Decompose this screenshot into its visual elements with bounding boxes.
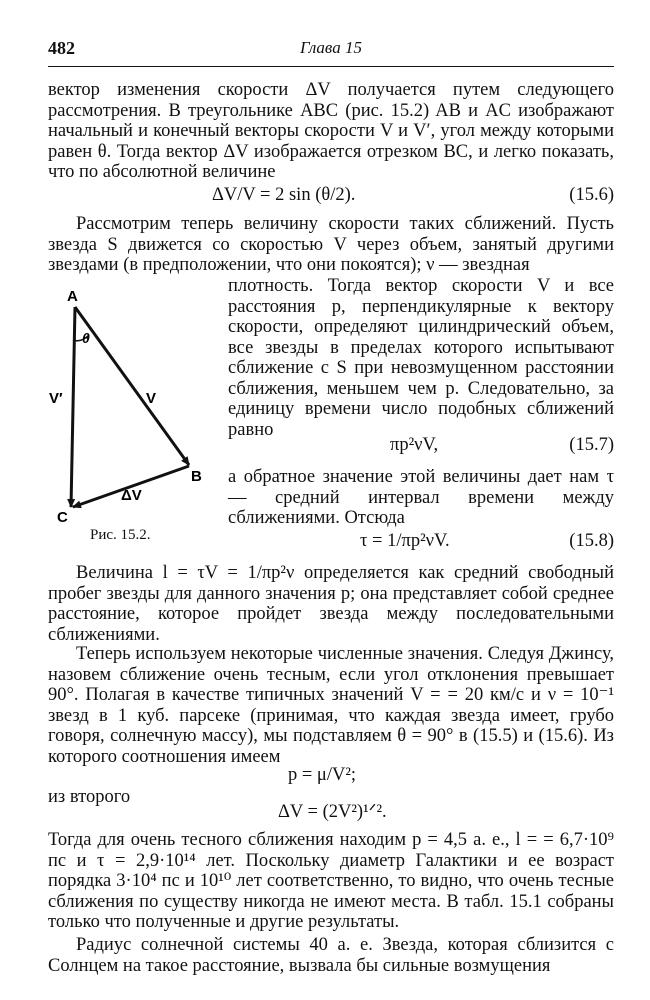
chapter-title: Глава 15 — [300, 38, 362, 57]
vector-vprime-line — [71, 307, 75, 507]
theta-label: θ — [82, 330, 90, 346]
equation-p: p = μ/V²; — [288, 765, 357, 785]
v-label: V — [146, 390, 157, 407]
figure-caption: Рис. 15.2. — [90, 527, 151, 543]
vertex-c-label: C — [57, 509, 68, 525]
from-second-text: из второго — [48, 787, 131, 807]
paragraph-6: Тогда для очень тесного сближения находим p = 4,5 а. е., l = = 6,7·10⁹ пс и τ = 2,9·10¹⁴ лет. Поскольку диаметр Галактики и ее возраст порядка 3·10⁴ пс и 10¹⁰ лет соответственно, то видно, что очень тесные сближения по существу никогда не имеют места. В табл. 15.1 собраны только что полученные и другие результаты. — [48, 830, 614, 932]
equation-number-15-6: (15.6) — [569, 185, 614, 205]
equation-dv: ΔV = (2V²)¹ᐟ². — [278, 802, 387, 822]
paragraph-2-continued: плотность. Тогда вектор скорости V и все расстояния p, перпендикулярные к вектору скорости, определяют цилиндрический объем, все звезды в пределах которого испытывают сближение с S при невозмущенном расстоянии сближения, меньшем чем p. Следовательно, за единицу времени число подобных сближений равно — [228, 276, 614, 440]
equation-15-6: ΔV/V = 2 sin (θ/2). — [212, 185, 356, 205]
equation-15-7: πp²νV, — [390, 435, 439, 455]
paragraph-3: а обратное значение этой величины дает нам τ — средний интервал времени между сближениями. Отсюда — [228, 467, 614, 528]
vertex-b-label: B — [191, 468, 202, 485]
vertex-a-label: A — [67, 288, 78, 305]
page-number: 482 — [48, 38, 75, 58]
paragraph-7: Радиус солнечной системы 40 а. е. Звезда, которая сблизится с Солнцем на такое расстояние, вызвала бы сильные возмущения — [48, 935, 614, 976]
equation-number-15-7: (15.7) — [569, 435, 614, 455]
vprime-label: V′ — [49, 390, 63, 407]
paragraph-2: Рассмотрим теперь величину скорости таких сближений. Пусть звезда S движется со скоростью V через объем, занятый другими звездами (в предположении, что они покоятся); ν — звездная — [48, 214, 614, 275]
paragraph-4: Величина l = τV = 1/πp²ν определяется как средний свободный пробег звезды для данного значения p; она представляет собой среднее расстояние, которое пройдет звезда между последовательными сближениями. — [48, 563, 614, 645]
vector-v-line — [75, 307, 189, 465]
equation-15-8: τ = 1/πp²νV. — [360, 531, 450, 551]
page-header — [48, 38, 614, 67]
figure-triangle — [45, 285, 215, 525]
equation-number-15-8: (15.8) — [569, 531, 614, 551]
paragraph-5: Теперь используем некоторые численные значения. Следуя Джинсу, назовем сближение очень тесным, если угол отклонения превышает 90°. Полагая в качестве типичных значений V = = 20 км/с и ν = 10⁻¹ звезд в 1 куб. парсеке (принимая, что каждая звезда имеет, грубо говоря, солнечную массу), мы подставляем θ = 90° в (15.5) и (15.6). Из которого соотношения имеем — [48, 644, 614, 767]
paragraph-1: вектор изменения скорости ΔV получается путем следующего рассмотрения. В треугольнике ABC (рис. 15.2) AB и AC изображают начальный и конечный векторы скорости V и V′, угол между которыми равен θ. Тогда вектор ΔV изображается отрезком BC, и легко показать, что по абсолютной величине — [48, 80, 614, 182]
dv-label: ΔV — [121, 487, 142, 504]
